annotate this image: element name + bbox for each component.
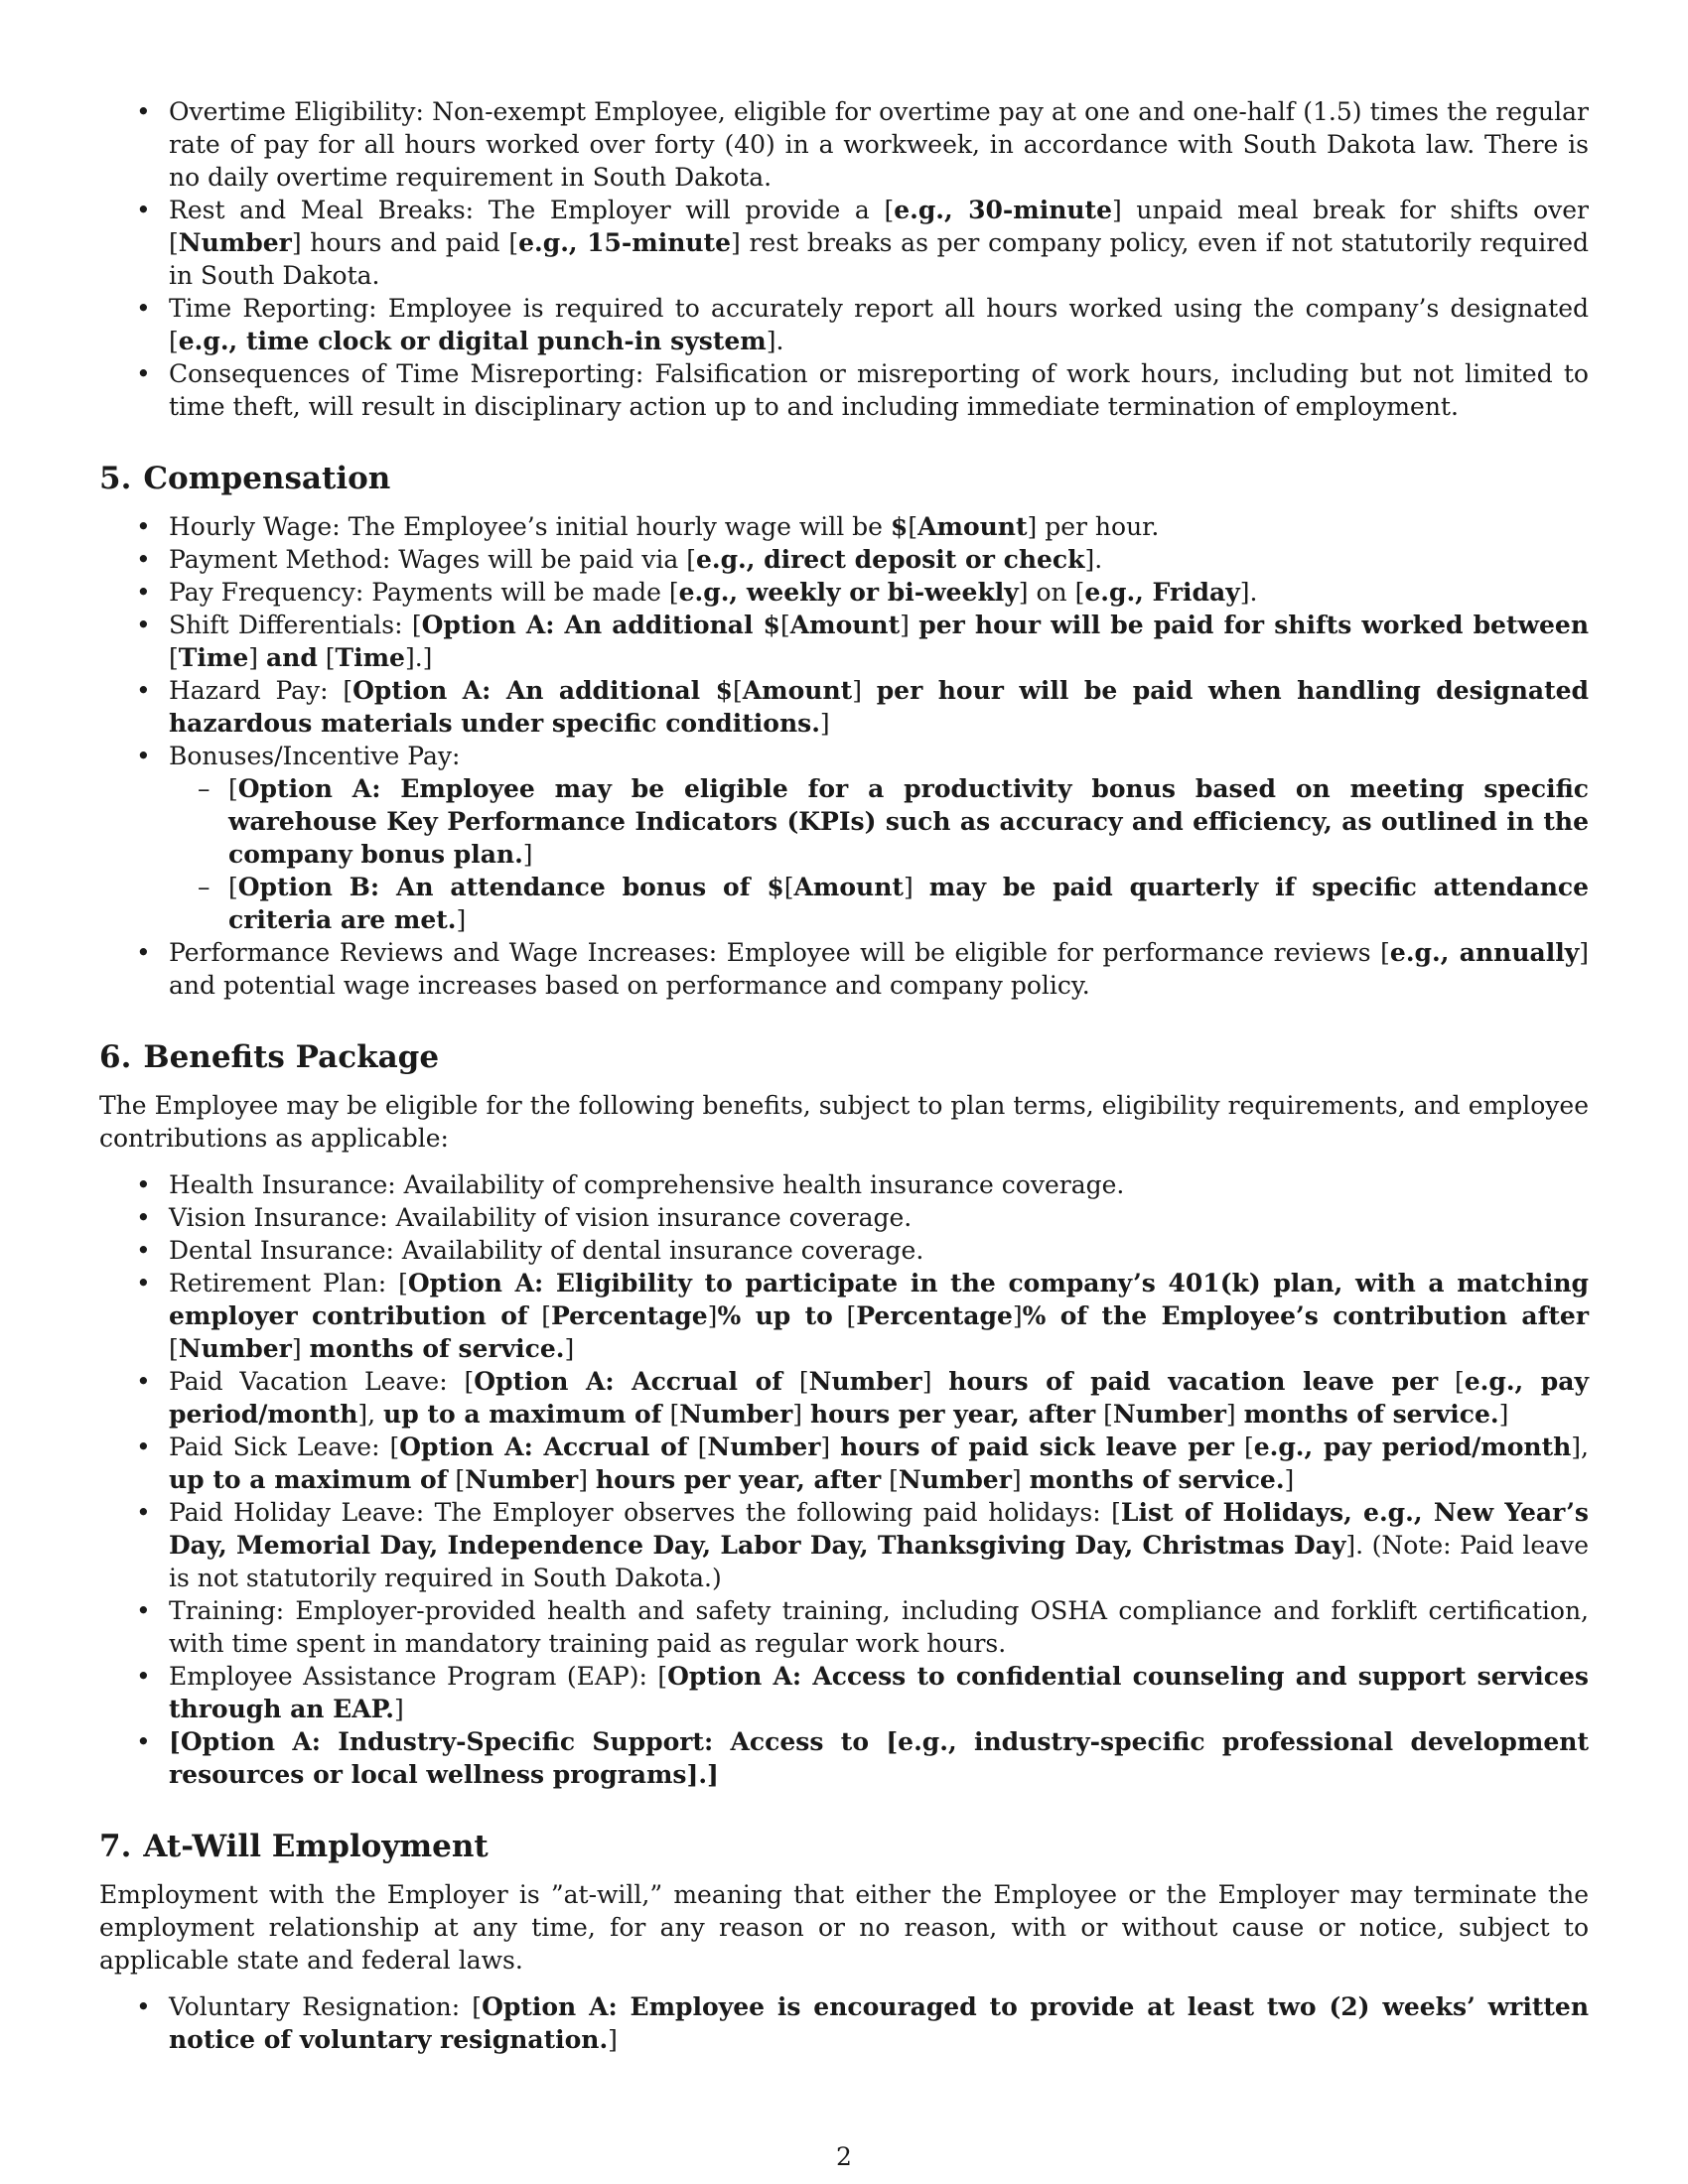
list-item-time-misreporting: • Consequences of Time Misreporting: Falsification or misreporting of work hours, including but not limited to time theft, will result in disciplinary action up to and including immediate termination of employment. — [99, 357, 1589, 423]
section-heading-compensation: 5. Compensation — [99, 461, 391, 496]
benefits-list — [99, 1168, 1589, 1791]
section-compensation — [99, 459, 1589, 1002]
list-item-vision-insurance: • Vision Insurance: Availability of vision insurance coverage. — [99, 1201, 1589, 1234]
list-item-retirement-plan: • Retirement Plan: [Option A: Eligibility to participate in the company’s 401(k) plan, with a matching employer contribution of [Percentage]% up to [Percentage]% of the Employee’s contribution after [Number] months of service.] — [99, 1267, 1589, 1365]
time-policy-list — [99, 95, 1589, 423]
list-item-paid-vacation: • Paid Vacation Leave: [Option A: Accrual of [Number] hours of paid vacation leave per [e.g., pay period/month], up to a maximum of [Number] hours per year, after [Number] months of service.] — [99, 1365, 1589, 1431]
list-item-voluntary-resignation: • Voluntary Resignation: [Option A: Employee is encouraged to provide at least two (2) weeks’ written notice of voluntary resignation.] — [99, 1990, 1589, 2056]
list-item-paid-holiday: • Paid Holiday Leave: The Employer observes the following paid holidays: [List of Holidays, e.g., New Year’s Day, Memorial Day, Independence Day, Labor Day, Thanksgiving Day, Christmas Day]. (Note: Paid leave is not statutorily required in South Dakota.) — [99, 1496, 1589, 1594]
page-number: 2 — [836, 2142, 852, 2171]
list-item-rest-meal-breaks: • Rest and Meal Breaks: The Employer will provide a [e.g., 30-minute] unpaid meal break for shifts over [Number] hours and paid [e.g., 15-minute] rest breaks as per company policy, even if not statutorily required in South Dakota. — [99, 194, 1589, 292]
list-item-industry-support: • [Option A: Industry-Specific Support: Access to [e.g., industry-specific professional development resources or local wellness programs].] — [99, 1725, 1589, 1791]
list-item-training: • Training: Employer-provided health and safety training, including OSHA compliance and forklift certification, with time spent in mandatory training paid as regular work hours. — [99, 1594, 1589, 1660]
bonus-options-list — [169, 772, 1589, 936]
section-benefits — [99, 1037, 1589, 1791]
list-item-pay-frequency: • Pay Frequency: Payments will be made [e.g., weekly or bi-weekly] on [e.g., Friday]. — [99, 576, 1589, 609]
list-item-bonuses: • Bonuses/Incentive Pay: – [Option A: Employee may be eligible for a productivity bonus based on meeting specific warehouse Key Performance Indicators (KPIs) such as accuracy and efficiency, as outlined in the company bonus plan.] – [Option B: An attendance bonus of $[Amount] may be paid quarterly if specific attendance criteria are met.] — [99, 740, 1589, 936]
bonus-option-a: – [Option A: Employee may be eligible for a productivity bonus based on meeting specific warehouse Key Performance Indicators (KPIs) such as accuracy and efficiency, as outlined in the company bonus plan.] — [169, 772, 1589, 871]
bonus-option-b: – [Option B: An attendance bonus of $[Amount] may be paid quarterly if specific attendance criteria are met.] — [169, 871, 1589, 936]
list-item-payment-method: • Payment Method: Wages will be paid via [e.g., direct deposit or check]. — [99, 543, 1589, 576]
at-will-list — [99, 1990, 1589, 2056]
list-item-overtime-eligibility: • Overtime Eligibility: Non-exempt Employee, eligible for overtime pay at one and one-half (1.5) times the regular rate of pay for all hours worked over forty (40) in a workweek, in accordance with South Dakota law. There is no daily overtime requirement in South Dakota. — [99, 95, 1589, 194]
list-item-eap: • Employee Assistance Program (EAP): [Option A: Access to confidential counseling and support services through an EAP.] — [99, 1660, 1589, 1725]
section-heading-at-will: 7. At-Will Employment — [99, 1829, 489, 1864]
list-item-health-insurance: • Health Insurance: Availability of comprehensive health insurance coverage. — [99, 1168, 1589, 1201]
list-item-dental-insurance: • Dental Insurance: Availability of dental insurance coverage. — [99, 1234, 1589, 1267]
list-item-paid-sick: • Paid Sick Leave: [Option A: Accrual of [Number] hours of paid sick leave per [e.g., pay period/month], up to a maximum of [Number] hours per year, after [Number] months of service.] — [99, 1431, 1589, 1496]
list-item-hourly-wage: • Hourly Wage: The Employee’s initial hourly wage will be $[Amount] per hour. — [99, 510, 1589, 543]
list-item-time-reporting: • Time Reporting: Employee is required to accurately report all hours worked using the company’s designated [e.g., time clock or digital punch-in system]. — [99, 292, 1589, 357]
list-item-shift-differentials: • Shift Differentials: [Option A: An additional $[Amount] per hour will be paid for shifts worked between [Time] and [Time].] — [99, 609, 1589, 674]
at-will-intro: Employment with the Employer is ”at-will,” meaning that either the Employee or the Employer may terminate the employment relationship at any time, for any reason or no reason, with or without cause or notice, subject to applicable state and federal laws. — [99, 1880, 1589, 1975]
compensation-list — [99, 510, 1589, 1002]
benefits-intro: The Employee may be eligible for the following benefits, subject to plan terms, eligibility requirements, and employee contributions as applicable: — [99, 1091, 1589, 1153]
document-page — [99, 95, 1589, 2056]
list-item-performance-reviews: • Performance Reviews and Wage Increases: Employee will be eligible for performance reviews [e.g., annually] and potential wage increases based on performance and company policy. — [99, 936, 1589, 1002]
section-heading-benefits: 6. Benefits Package — [99, 1039, 440, 1075]
list-item-hazard-pay: • Hazard Pay: [Option A: An additional $[Amount] per hour will be paid when handling designated hazardous materials under specific conditions.] — [99, 674, 1589, 740]
section-at-will — [99, 1827, 1589, 2056]
